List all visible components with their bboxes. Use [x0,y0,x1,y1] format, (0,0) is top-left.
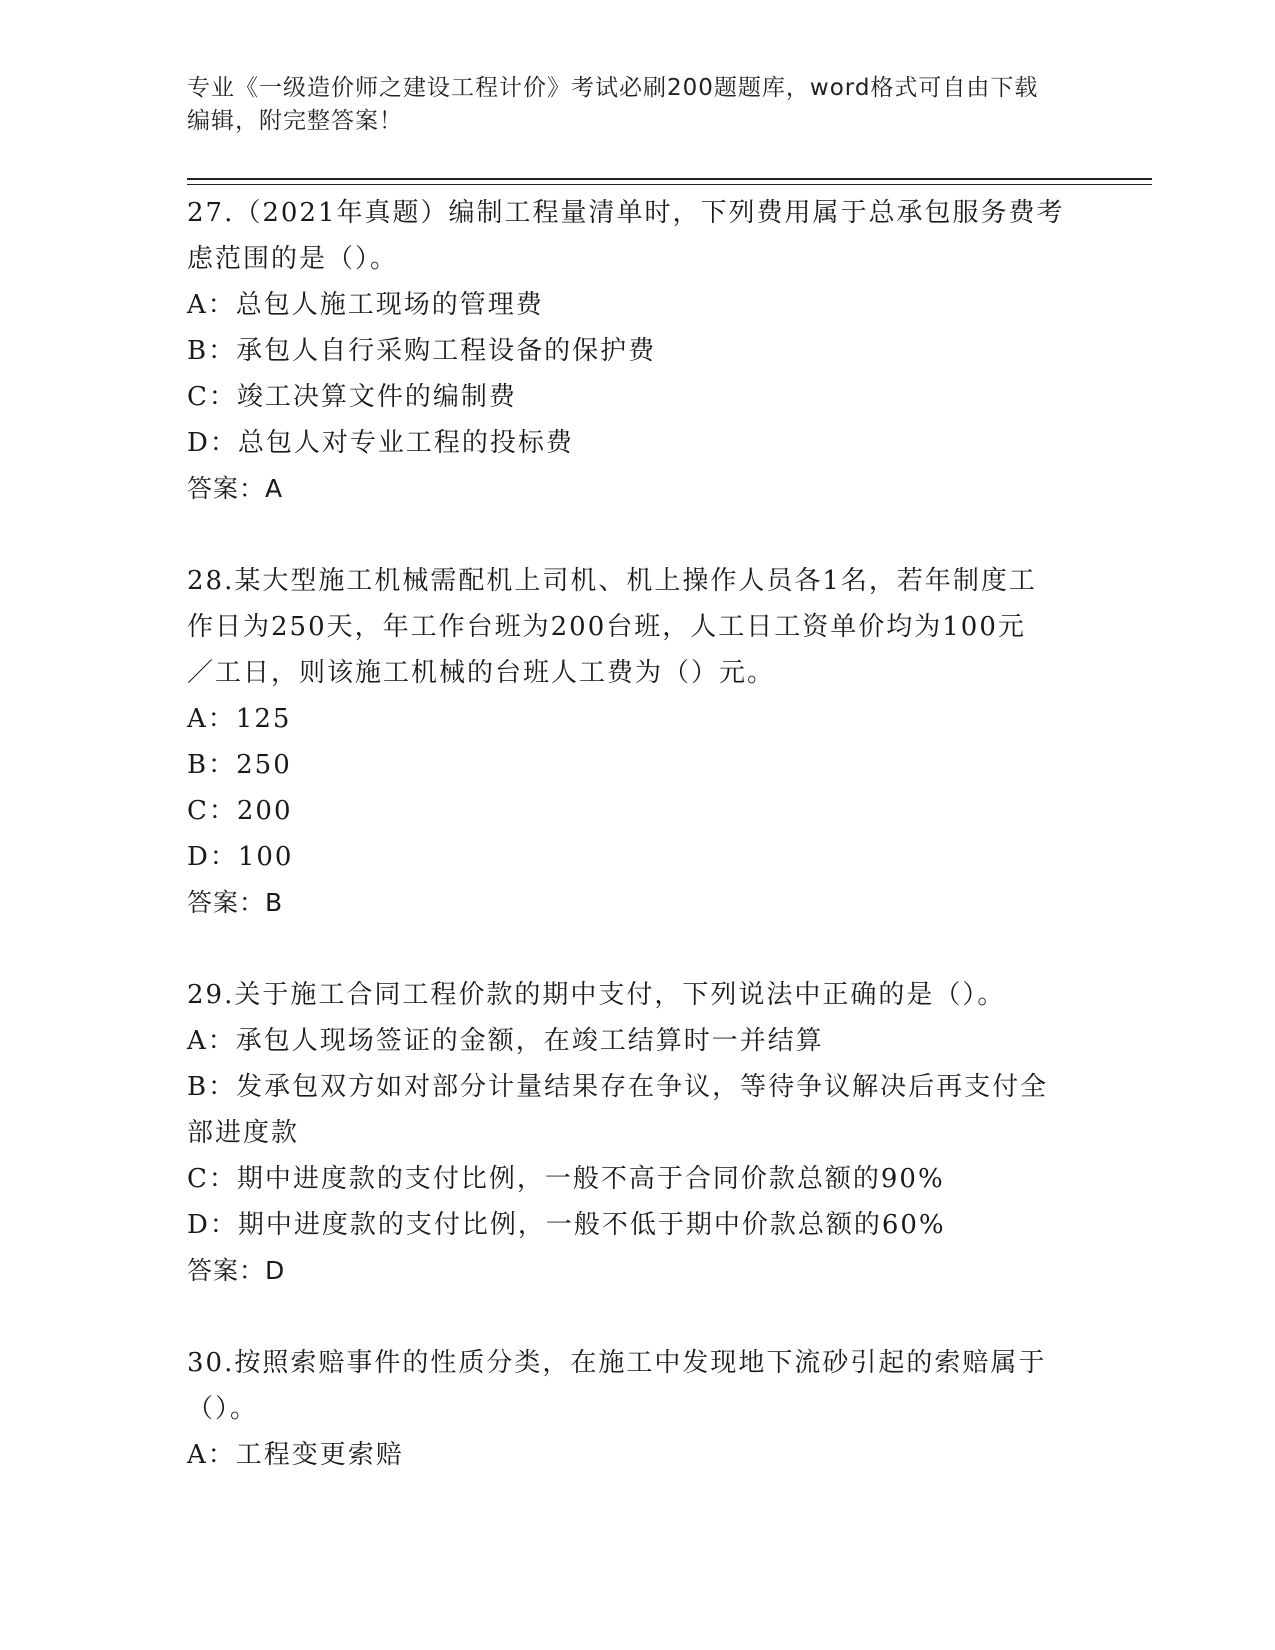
question-stem-line: 29.关于施工合同工程价款的期中支付，下列说法中正确的是（）。 [187,980,1006,1010]
question-spacer [187,926,1087,972]
option-b-continued: 部进度款 [187,1118,300,1148]
question-stem-line: 30.按照索赔事件的性质分类，在施工中发现地下流砂引起的索赔属于 [187,1348,1047,1378]
question-stem-line: 作日为250天，年工作台班为200台班，人工日工资单价均为100元 [187,612,1026,642]
question-spacer [187,512,1087,558]
option-a: A：125 [187,704,292,734]
question-stem-line: （）。 [187,1394,259,1424]
question-stem-line: 28.某大型施工机械需配机上司机、机上操作人员各1名，若年制度工 [187,566,1037,596]
answer-line: 答案：A [187,474,284,503]
question-list [187,190,1087,1478]
option-d: D：期中进度款的支付比例，一般不低于期中价款总额的60% [187,1210,946,1240]
header-line-2: 编辑，附完整答案！ [187,108,403,134]
question-28 [187,558,1087,926]
header-divider-thin [187,184,1152,185]
question-30 [187,1340,1087,1478]
question-stem-line: ／工日，则该施工机械的台班人工费为（）元。 [187,658,776,688]
question-stem-line: 虑范围的是（）。 [187,244,399,274]
header-divider-thick [187,178,1152,180]
option-d: D：100 [187,842,294,872]
option-b: B：发承包双方如对部分计量结果存在争议，等待争议解决后再支付全 [187,1072,1049,1102]
question-stem-line: 27.（2021年真题）编制工程量清单时，下列费用属于总承包服务费考 [187,198,1065,228]
option-a: A：承包人现场签证的金额，在竣工结算时一并结算 [187,1026,824,1056]
question-29 [187,972,1087,1294]
answer-line: 答案：B [187,888,284,917]
option-d: D：总包人对专业工程的投标费 [187,428,574,458]
document-header [187,72,1067,138]
option-a: A：总包人施工现场的管理费 [187,290,544,320]
header-line-1: 专业《一级造价师之建设工程计价》考试必刷200题题库，word格式可自由下载 [187,75,1039,101]
question-spacer [187,1294,1087,1340]
option-b: B：承包人自行采购工程设备的保护费 [187,336,657,366]
option-a: A：工程变更索赔 [187,1440,404,1470]
answer-line: 答案：D [187,1256,286,1285]
option-b: B：250 [187,750,292,780]
option-c: C：期中进度款的支付比例，一般不高于合同价款总额的90% [187,1164,945,1194]
question-27 [187,190,1087,512]
option-c: C：竣工决算文件的编制费 [187,382,517,412]
option-c: C：200 [187,796,293,826]
